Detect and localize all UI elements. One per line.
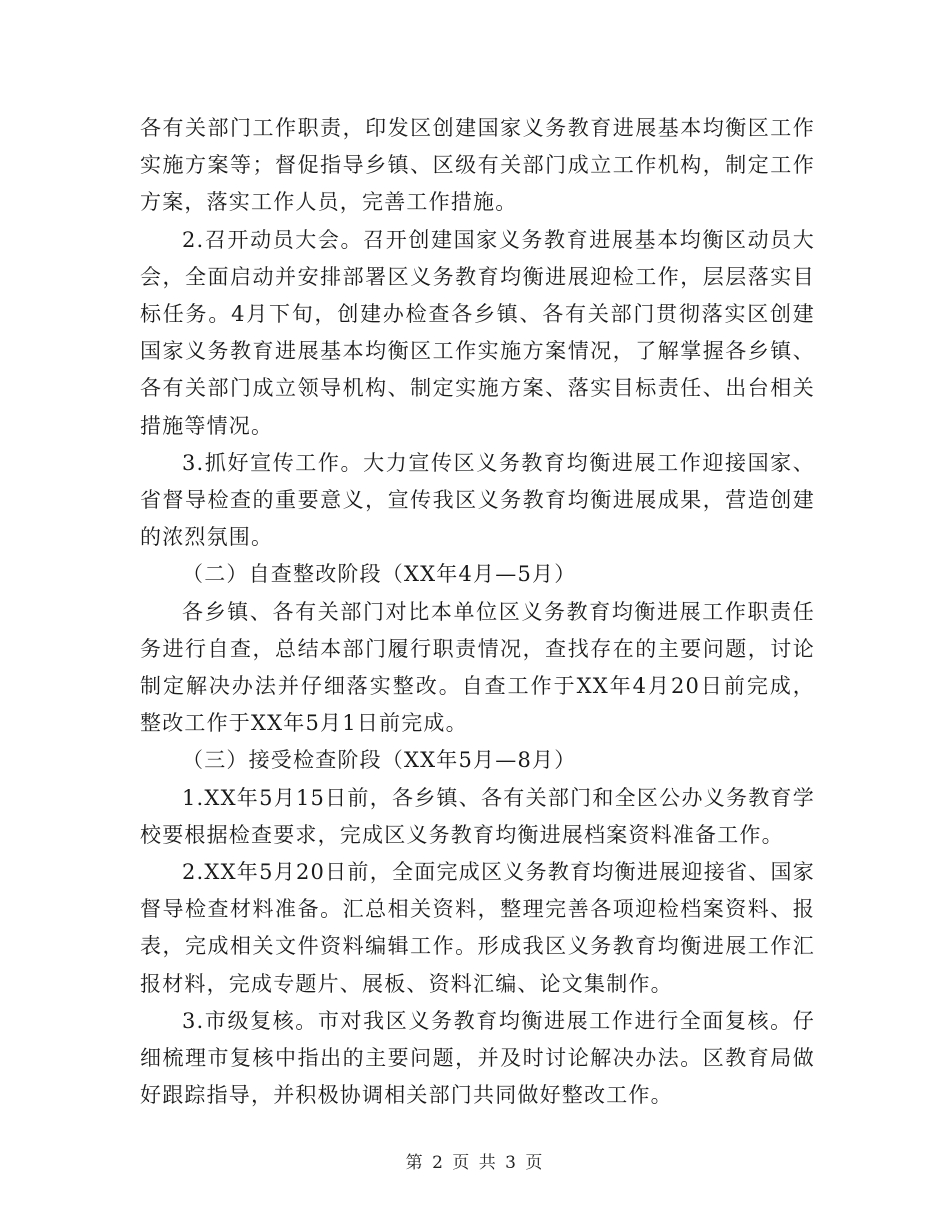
paragraph-mobilization-meeting: 2.召开动员大会。召开创建国家义务教育进展基本均衡区动员大会，全面启动并安排部署区义务教育均衡进展迎检工作，层层落实目标任务。4月下旬，创建办检查各乡镇、各有关部门贯彻落实区创建国家义务教育进展基本均衡区工作实施方案情况，了解掌握各乡镇、各有关部门成立领导机构、制定实施方案、落实目标责任、出台相关措施等情况。 bbox=[140, 227, 815, 438]
paragraph-publicity-work: 3.抓好宣传工作。大力宣传区义务教育均衡进展工作迎接国家、省督导检查的重要意义，宣传我区义务教育均衡进展成果，营造创建的浓烈氛围。 bbox=[140, 450, 815, 550]
paragraph-self-inspection: 各乡镇、各有关部门对比本单位区义务教育均衡进展工作职责任务进行自查，总结本部门履行职责情况，查找存在的主要问题，讨论制定解决办法并仔细落实整改。自查工作于XX年4月20日前完成，整改工作于XX年5月1日前完成。 bbox=[140, 599, 815, 736]
section-heading-self-inspection: （二）自查整改阶段（XX年4月—5月） bbox=[182, 562, 577, 587]
page-number-footer: 第 2 页 共 3 页 bbox=[405, 1153, 545, 1173]
paragraph-duties-continued: 各有关部门工作职责，印发区创建国家义务教育进展基本均衡区工作实施方案等；督促指导乡镇、区级有关部门成立工作机构，制定工作方案，落实工作人员，完善工作措施。 bbox=[140, 116, 815, 215]
section-heading-accept-inspection: （三）接受检查阶段（XX年5月—8月） bbox=[182, 748, 577, 773]
document-body bbox=[140, 110, 815, 1114]
paragraph-archive-preparation: 1.XX年5月15日前，各乡镇、各有关部门和全区公办义务教育学校要根据检查要求，完成区义务教育均衡进展档案资料准备工作。 bbox=[140, 785, 815, 847]
paragraph-material-preparation: 2.XX年5月20日前，全面完成区义务教育均衡进展迎接省、国家督导检查材料准备。汇总相关资料，整理完善各项迎检档案资料、报表，完成相关文件资料编辑工作。形成我区义务教育均衡进展工作汇报材料，完成专题片、展板、资料汇编、论文集制作。 bbox=[140, 860, 815, 996]
paragraph-city-review: 3.市级复核。市对我区义务教育均衡进展工作进行全面复核。仔细梳理市复核中指出的主要问题，并及时讨论解决办法。区教育局做好跟踪指导，并积极协调相关部门共同做好整改工作。 bbox=[140, 1008, 815, 1108]
